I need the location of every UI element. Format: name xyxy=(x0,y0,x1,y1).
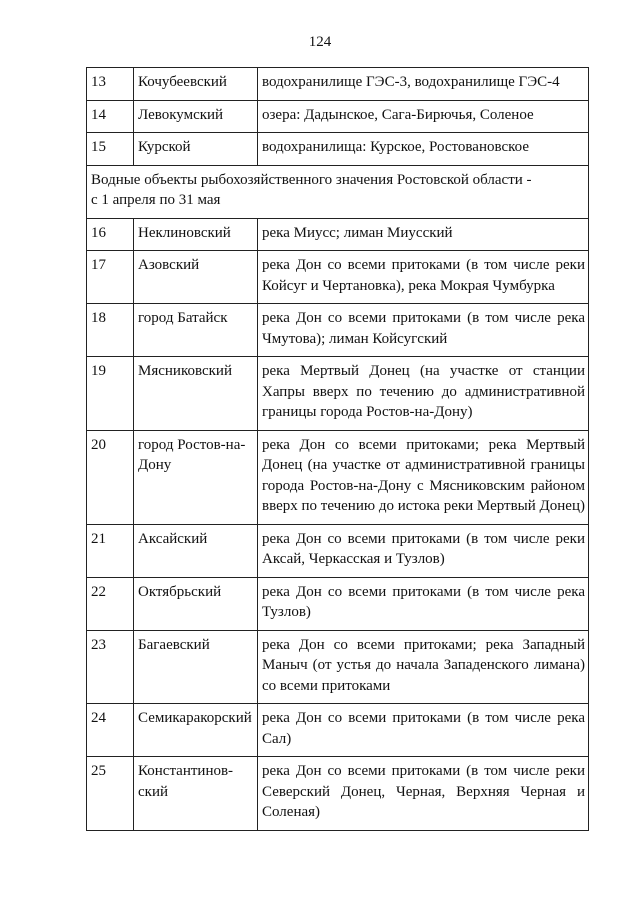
row-number: 15 xyxy=(87,133,134,166)
district-name: Мясниковский xyxy=(134,357,258,431)
water-objects: река Дон со всеми притоками (в том числе река Тузлов) xyxy=(258,577,589,630)
table-row xyxy=(87,251,589,304)
table-row xyxy=(87,430,589,524)
row-number: 19 xyxy=(87,357,134,431)
section-header-line: с 1 апреля по 31 мая xyxy=(91,192,221,208)
table-row xyxy=(87,524,589,577)
table-row xyxy=(87,357,589,431)
district-name: Аксайский xyxy=(134,524,258,577)
page-number: 124 xyxy=(308,34,332,50)
row-number: 20 xyxy=(87,430,134,524)
section-header xyxy=(87,165,589,218)
row-number: 13 xyxy=(87,68,134,101)
row-number: 16 xyxy=(87,218,134,251)
table-row xyxy=(87,133,589,166)
district-name: город Ростов-на-Дону xyxy=(134,430,258,524)
table-row xyxy=(87,757,589,831)
water-objects: озера: Дадынское, Сага-Бирючья, Соленое xyxy=(258,100,589,133)
water-objects: река Дон со всеми притоками (в том числе реки Койсуг и Чертановка), река Мокрая Чумбурка xyxy=(258,251,589,304)
row-number: 25 xyxy=(87,757,134,831)
water-objects: река Дон со всеми притоками (в том числе реки Северский Донец, Черная, Верхняя Черная и Соленая) xyxy=(258,757,589,831)
water-objects: река Дон со всеми притоками (в том числе реки Аксай, Черкасская и Тузлов) xyxy=(258,524,589,577)
row-number: 23 xyxy=(87,630,134,704)
row-number: 24 xyxy=(87,704,134,757)
district-name: Неклиновский xyxy=(134,218,258,251)
district-name: Багаевский xyxy=(134,630,258,704)
water-bodies-table xyxy=(86,67,589,831)
row-number: 17 xyxy=(87,251,134,304)
district-name: Константинов-ский xyxy=(134,757,258,831)
table-row xyxy=(87,68,589,101)
district-name: Азовский xyxy=(134,251,258,304)
row-number: 18 xyxy=(87,304,134,357)
water-objects: река Дон со всеми притоками (в том числе река Чмутова); лиман Койсугский xyxy=(258,304,589,357)
table-row xyxy=(87,100,589,133)
water-objects: река Миусс; лиман Миусский xyxy=(258,218,589,251)
district-name: Курской xyxy=(134,133,258,166)
table-row xyxy=(87,577,589,630)
row-number: 22 xyxy=(87,577,134,630)
table-row xyxy=(87,304,589,357)
table-row xyxy=(87,704,589,757)
table-row xyxy=(87,630,589,704)
section-header-row xyxy=(87,165,589,218)
water-objects: река Дон со всеми притоками; река Мертвый Донец (на участке от административной границы города Ростов-на-Дону с Мясниковским районом вверх по течению до истока реки Мертвый Донец) xyxy=(258,430,589,524)
row-number: 14 xyxy=(87,100,134,133)
district-name: Кочубеевский xyxy=(134,68,258,101)
water-objects: река Мертвый Донец (на участке от станции Хапры вверх по течению до административной границы города Ростов-на-Дону) xyxy=(258,357,589,431)
water-objects: водохранилища: Курское, Ростовановское xyxy=(258,133,589,166)
row-number: 21 xyxy=(87,524,134,577)
district-name: Левокумский xyxy=(134,100,258,133)
water-objects: водохранилище ГЭС-3, водохранилище ГЭС-4 xyxy=(258,68,589,101)
district-name: Октябрьский xyxy=(134,577,258,630)
district-name: Семикаракорский xyxy=(134,704,258,757)
water-objects: река Дон со всеми притоками (в том числе река Сал) xyxy=(258,704,589,757)
table-row xyxy=(87,218,589,251)
district-name: город Батайск xyxy=(134,304,258,357)
water-objects: река Дон со всеми притоками; река Западный Маныч (от устья до начала Западенского лимана) со всеми притоками xyxy=(258,630,589,704)
section-header-line: Водные объекты рыбохозяйственного значения Ростовской области - xyxy=(91,171,532,188)
